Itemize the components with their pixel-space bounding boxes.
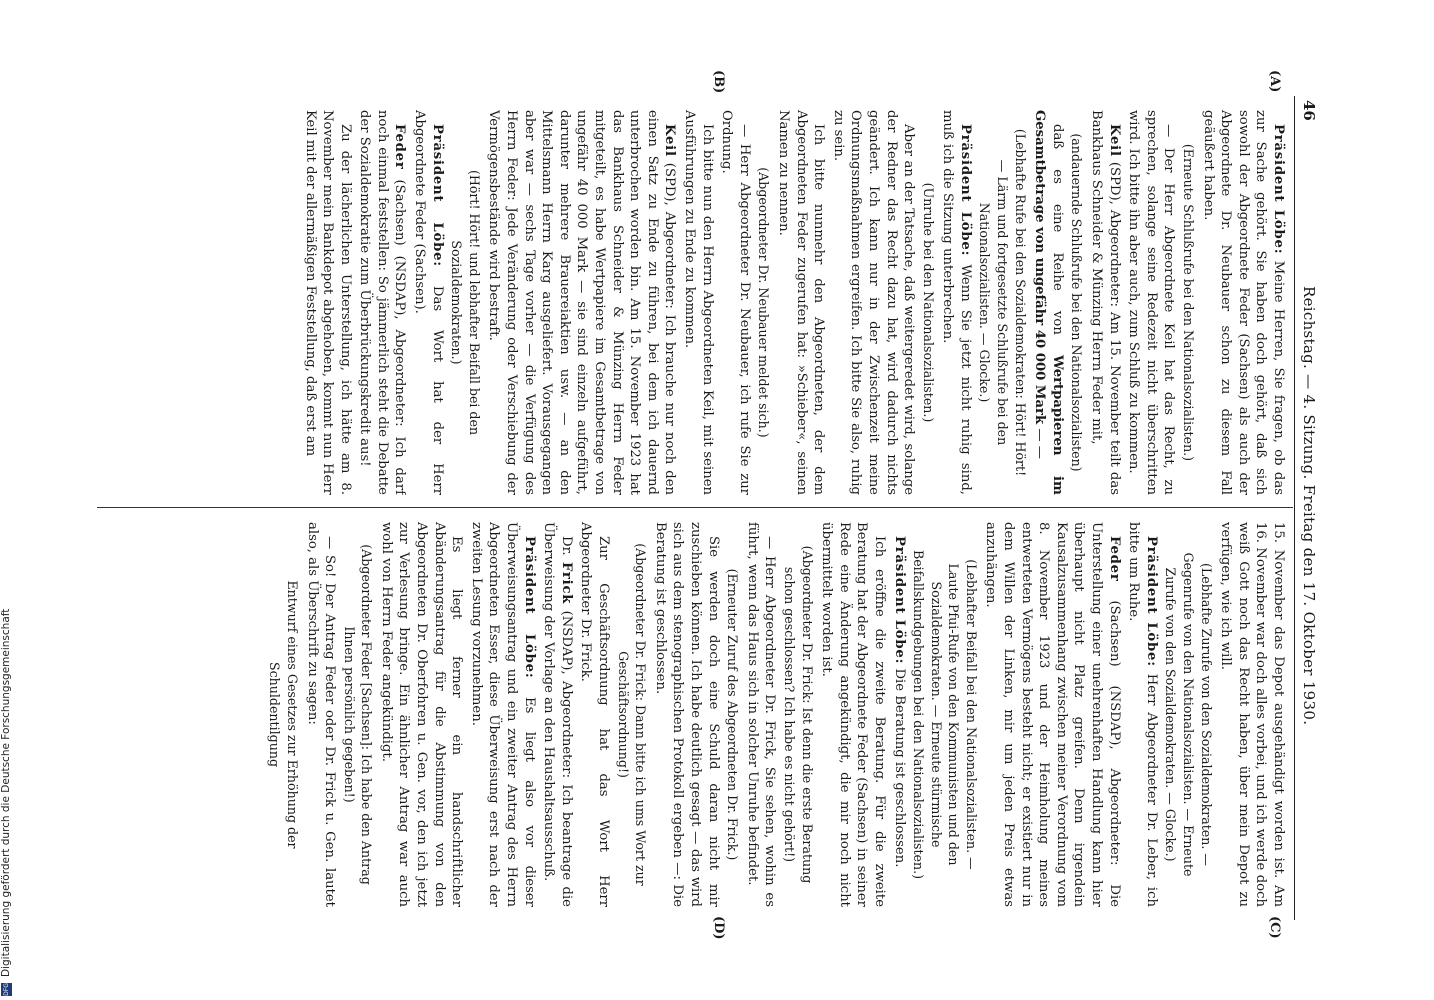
speaker-name: Frick xyxy=(558,561,574,605)
paragraph-text: — Der Herr Abgeordnete Keil hat das Recht, zu sprechen, solange seine Redezeit nicht überschritten wird. Ich bitte ihn aber auch, zum Schluß zu kommen. xyxy=(1126,110,1177,495)
stage-direction: (Abgeordneter Feder [Sachsen]: Ich habe den Antrag Ihnen persönlich gegeben!) xyxy=(341,544,375,885)
running-title: Reichstag. — 4. Sitzung. Freitag den 17. Oktober 1930. xyxy=(1300,286,1318,726)
paragraph-text: Es liegt also vor dieser Überweisungsantrag und ein zweiter Antrag des Herrn Abgeordneten Esser, diese Überweisung erst nach der zweiten Lesung vorzunehmen. xyxy=(468,522,537,907)
stage-direction: (Abgeordneter Dr. Frick: Ist denn die erste Beratung schon geschlossen? Ich habe es nicht gehört!) xyxy=(781,545,815,884)
running-head xyxy=(1294,96,1317,920)
paragraph xyxy=(485,110,679,495)
paragraph-text: Ich bitte nunmehr den Abgeordneten, der dem Abgeordneten Feder zugerufen hat: »Schieber«, seinen Namen zu nennen. xyxy=(775,110,827,495)
paragraph-text: (Sachsen) (NSDAP), Abgeordneter: Ich darf noch einmal feststellen: So jämmerlich steht die Debatte der Sozialdemokratie zum Überbrückungskredit aus! xyxy=(357,110,408,495)
speaker-name: Feder xyxy=(1106,536,1122,582)
paragraph-text: Aber an der Tatsache, daß weitergeredet wird, solange der Redner das Recht dazu hat, wird dadurch nichts geändert. Ich kann nur in der Zwischenzeit meine Ordnungsmaßnahmen ergreifen. Ich bitte Sie also, ruhig zu sein. xyxy=(830,110,917,495)
paragraph-text: Meine Herren, Sie fragen, ob das zur Sache gehört. Sie haben doch gehört, daß sich sowohl der Abgeordnete Feder (Sachsen) als auch der Abgeordnete Dr. Neubauer schon zu diesem Fall geäußert haben. xyxy=(1200,110,1286,495)
speaker-name: Präsident Löbe: xyxy=(429,124,445,267)
left-column xyxy=(107,110,1287,495)
paragraph-text: 15. November das Depot ausgehändigt worden ist. Am 16. November war doch alles vorbei, und ich werde doch weiß Gott noch das Recht haben, über mein Depot zu verfügen, wie ich will. xyxy=(1218,522,1286,907)
stage-direction: (Lebhafte Zurufe von den Sozialdemokraten. — Gegenrufe von den Nationalsozialisten. — Erneute Zurufe von den Sozialdemokraten. — Glocke.) xyxy=(1163,552,1214,877)
stage-direction: (Abgeordneter Dr. Neubauer meldet sich.) xyxy=(756,167,772,438)
paragraph-text: Ich bitte nun den Herrn Abgeordneten Keil, mit seinen Ausführungen zu Ende zu kommen. xyxy=(682,110,715,495)
paragraph-text: Ich eröffne die zweite Beratung. Für die zweite Beratung hat der Abgeordnete Feder (Sachsen) in seiner Rede eine Änderung angekündigt, die mir noch nicht übermittelt worden ist. xyxy=(819,522,887,907)
stage-direction: (andauernde Schlußrufe bei den Nationalsozialisten) xyxy=(1069,133,1085,472)
paragraph-text: (NSDAP), Abgeordneter: Ich beantrage die Überweisung der Vorlage an den Haushaltsausschuß. xyxy=(541,522,574,907)
speaker-name: Präsident Löbe: xyxy=(521,536,537,679)
paragraph-text: Sie werden doch eine Schuld daran nicht mir zuschieben können. Ich habe deutlich gesagt — das wird sich aus dem stenographischen Protokoll ergeben —: Die Beratung ist geschlossen. xyxy=(652,522,721,907)
paragraph-text: daß es eine Reihe von xyxy=(1049,124,1065,335)
paragraph xyxy=(1087,110,1122,495)
quoted-title: Entwurf eines Gesetzes zur Erhöhung der Schuldentilgung xyxy=(267,580,300,849)
speaker-name: Keil xyxy=(662,124,678,157)
paragraph xyxy=(356,110,409,495)
paragraph-text: Dr. xyxy=(558,536,574,556)
speaker-name: Präsident Löbe: xyxy=(891,536,907,665)
emphasis-text: Wertpapieren im Gesamtbetrage von ungefähr 40 000 Mark xyxy=(1032,110,1065,495)
margin-marker-b: (B) xyxy=(711,70,726,94)
paragraph-text: Das Wort hat der Herr Abgeordnete Feder (Sachsen). xyxy=(412,110,445,495)
paragraph-text: Wenn Sie jetzt nicht ruhig sind, muß ich die Sitzung unterbrechen. xyxy=(940,110,973,495)
paragraph xyxy=(890,522,908,907)
stage-direction: (Unruhe bei den Nationalsozialisten.) xyxy=(920,182,936,423)
right-column xyxy=(107,522,1287,907)
speaker-name: Keil xyxy=(1106,124,1122,157)
paragraph xyxy=(982,522,1123,907)
dfg-logo: DFG xyxy=(2,983,10,996)
paragraph-text: Herr Abgeordneter Dr. Leber, ich bitte um Ruhe. xyxy=(1126,522,1159,907)
paragraph-text: (SPD), Abgeordneter: Ich brauche nur noch den einen Satz zu Ende zu führen, bei dem ich dauernd unterbrochen worden bin. Am 15. November 1923 hat das Bankhaus Schneider & Münzing Herrn Feder mitgeteilt, es habe Wertpapiere im Gesamtbetrage von ungefähr 40 000 Mark — sie sind einzeln aufgeführt, darunter mehrere Brauereiaktien usw. — an den Mittelsmann Herrn Karg ausgeliefert. Vorausgegangen aber war — sechs Tage vorher — die Verfügung des Herrn Feder: Jede Veränderung oder Verschiebung der Vermögensbestände wird bestraft. xyxy=(486,110,678,495)
paragraph-text: Zur Geschäftsordnung hat das Wort Herr Abgeordneter Dr. Frick. xyxy=(578,522,612,907)
paragraph xyxy=(939,110,974,495)
stage-direction: (Erneuter Zuruf des Abgeordneten Dr. Frick.) xyxy=(725,568,741,861)
paragraph xyxy=(540,522,575,907)
paragraph-text: (SPD), Abgeordneter: Am 15. November teilt das Bankhaus Schneider & Münzing Herrn Feder mit, xyxy=(1089,110,1122,495)
stage-direction: (Lebhafte Rufe bei den Sozialdemokraten: Hört! Hört! — Lärm und fortgesetzte Schlußrufe bei den Nationalsozialisten. — Glocke.) xyxy=(977,128,1028,477)
speaker-name: Präsident Löbe: xyxy=(957,124,973,257)
paragraph-text: Es liegt ferner ein handschriftlicher Abänderungsantrag für die Abstimmung von den Abgeordneten Dr. Oberfohren u. Gen. vor, den ich jetzt zur Verlesung bringe. Ein ähnlicher Antrag war auch wohl von Herrn Feder angekündigt. xyxy=(378,522,465,907)
margin-marker-c: (C) xyxy=(1267,916,1282,939)
speaker-name: Präsident Löbe: xyxy=(1143,536,1159,667)
paragraph xyxy=(1031,110,1066,495)
paragraph-text: — So! Der Antrag Feder oder Dr. Frick u. Gen. lautet also, als Überschrift zu sagen: xyxy=(304,522,338,907)
margin-marker-d: (D) xyxy=(711,916,726,940)
margin-marker-a: (A) xyxy=(1267,70,1282,93)
stage-direction: (Erneute Schlußrufe bei den Nationalsozialisten.) xyxy=(1181,143,1197,462)
paragraph-text: Die Beratung ist geschlossen. xyxy=(891,668,907,868)
paragraph-text: (Sachsen) (NSDAP), Abgeordneter: Die Unterstellung einer unehrenhaften Handlung kann hier überhaupt nicht Platz greifen. Denn irgendein Kausalzusammenhang zwischen meiner Verordnung vom 8. November 1923 und der Heimholung meines entwerteten Vermögens besteht nicht; er existiert nur in dem Willen der Linken, mir um jeden Preis etwas anzuhängen. xyxy=(983,522,1122,907)
paragraph xyxy=(1125,522,1160,907)
paragraph-text: Zu der lächerlichen Unterstellung, ich hätte am 8. November mein Bankdepot abgehoben, kommt nun Herr Keil mit der allermäßigen Feststellung, daß erst am xyxy=(302,110,353,495)
stage-direction: (Abgeordneter Dr. Frick: Dann bitte ich ums Wort zur Geschäftsordnung!) xyxy=(615,543,649,886)
digitization-credit xyxy=(0,0,18,1000)
paragraph xyxy=(411,110,446,495)
stage-direction: (Lebhafter Beifall bei den Nationalsozialisten. — Laute Pfui-Rufe von den Kommunisten und den Sozialdemokraten. — Erneute stürmische Beifallskundgebungen bei den Nationalsozialisten.) xyxy=(911,549,979,880)
paragraph xyxy=(1199,110,1287,495)
rotated-page xyxy=(97,70,1318,940)
speaker-name: Feder xyxy=(392,124,408,170)
credit-text: Digitalisierung gefördert durch die Deutsche Forschungsgemeinschaft xyxy=(0,608,12,977)
stage-direction: (Hört! Hört! und lebhafter Beifall bei den Sozialdemokraten.) xyxy=(449,169,482,436)
speaker-name: Präsident Löbe: xyxy=(1271,124,1286,255)
paragraph-text: — Herr Abgeordneter Dr. Neubauer, ich rufe Sie zur Ordnung. xyxy=(719,110,752,495)
page-number: 46 xyxy=(1300,100,1318,121)
paragraph-text: — Herr Abgeordneter Dr. Frick, Sie sehen, wohin es führt, wenn das Haus sich in solcher Unruhe befindet. xyxy=(744,522,778,907)
column-divider xyxy=(97,507,1293,508)
paragraph-text: — — xyxy=(1032,428,1048,459)
paragraph xyxy=(467,522,537,907)
